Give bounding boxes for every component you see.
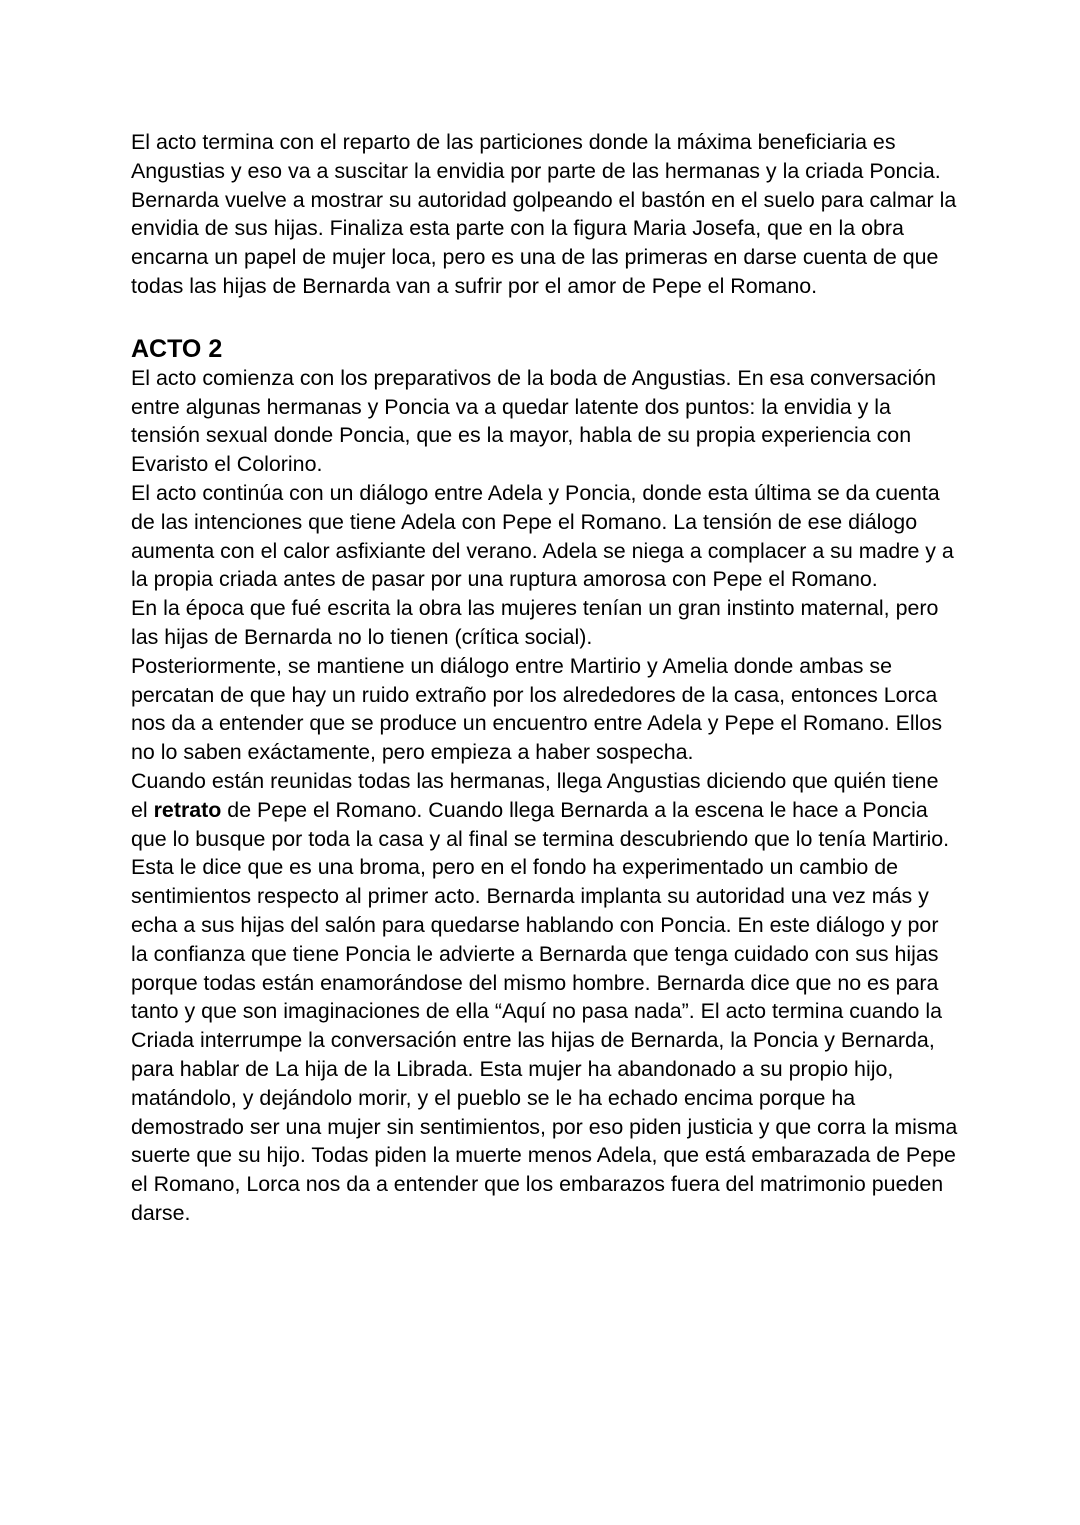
- acto2-paragraph-1: El acto comienza con los preparativos de la boda de Angustias. En esa conversación entre algunas hermanas y Poncia va a quedar latente dos puntos: la envidia y la tensión sexual donde Poncia, que es la mayor, habla de su propia experiencia con Evaristo el Colorino.: [131, 365, 937, 477]
- acto2-paragraph-2: El acto continúa con un diálogo entre Adela y Poncia, donde esta última se da cuenta de las intenciones que tiene Adela con Pepe el Romano. La tensión de ese diálogo aumenta con el calor asfixiante del verano. Adela se niega a complacer a su madre y a la propia criada antes de pasar por una ruptura amorosa con Pepe el Romano.: [131, 480, 954, 592]
- acto2-paragraph-5: [131, 767, 961, 1228]
- acto2-paragraph-4: Posteriormente, se mantiene un diálogo entre Martirio y Amelia donde ambas se percatan de que hay un ruido extraño por los alrededores de la casa, entonces Lorca nos da a entender que se produce un encuentro entre Adela y Pepe el Romano. Ellos no lo saben exáctamente, pero empieza a haber sospecha.: [131, 653, 943, 765]
- p5-text-after: de Pepe el Romano. Cuando llega Bernarda a la escena le hace a Poncia que lo busque por toda la casa y al final se termina descubriendo que lo tenía Martirio. Esta le dice que es una broma, pero en el fondo ha experimentado un cambio de sentimientos respecto al primer acto. Bernarda implanta su autoridad una vez más y echa a sus hijas del salón para quedarse hablando con Poncia. En este diálogo y por la confianza que tiene Poncia le advierte a Bernarda que tenga cuidado con sus hijas porque todas están enamorándose del mismo hombre. Bernarda dice que no es para tanto y que son imaginaciones de ella “Aquí no pasa nada”. El acto termina cuando la Criada interrumpe la conversación entre las hijas de Bernarda, la Poncia y Bernarda, para hablar de La hija de la Librada. Esta mujer ha abandonado a su propio hijo, matándolo, y dejándolo morir, y el pueblo se le ha echado encima porque ha demostrado ser una mujer sin sentimientos, por eso piden justicia y que corra la misma suerte que su hijo. Todas piden la muerte menos Adela, que está embarazada de Pepe el Romano, Lorca nos da a entender que los embarazos fuera del matrimonio pueden darse.: [131, 797, 958, 1225]
- p5-bold-retrato: retrato: [153, 797, 222, 822]
- p5-text-before: Cuando están reunidas todas las hermanas, llega Angustias diciendo que quién tiene el: [131, 768, 939, 822]
- section-gap: [131, 301, 961, 334]
- acto2-paragraph-3: En la época que fué escrita la obra las mujeres tenían un gran instinto maternal, pero las hijas de Bernarda no lo tienen (crítica social).: [131, 596, 939, 649]
- section-heading-acto-2: ACTO 2: [131, 334, 223, 363]
- document-page: [131, 128, 961, 1228]
- intro-paragraph: El acto termina con el reparto de las particiones donde la máxima beneficiaria es Angustias y eso va a suscitar la envidia por parte de las hermanas y la criada Poncia. Bernarda vuelve a mostrar su autoridad golpeando el bastón en el suelo para calmar la envidia de sus hijas. Finaliza esta parte con la figura Maria Josefa, que en la obra encarna un papel de mujer loca, pero es una de las primeras en darse cuenta de que todas las hijas de Bernarda van a sufrir por el amor de Pepe el Romano.: [131, 130, 957, 298]
